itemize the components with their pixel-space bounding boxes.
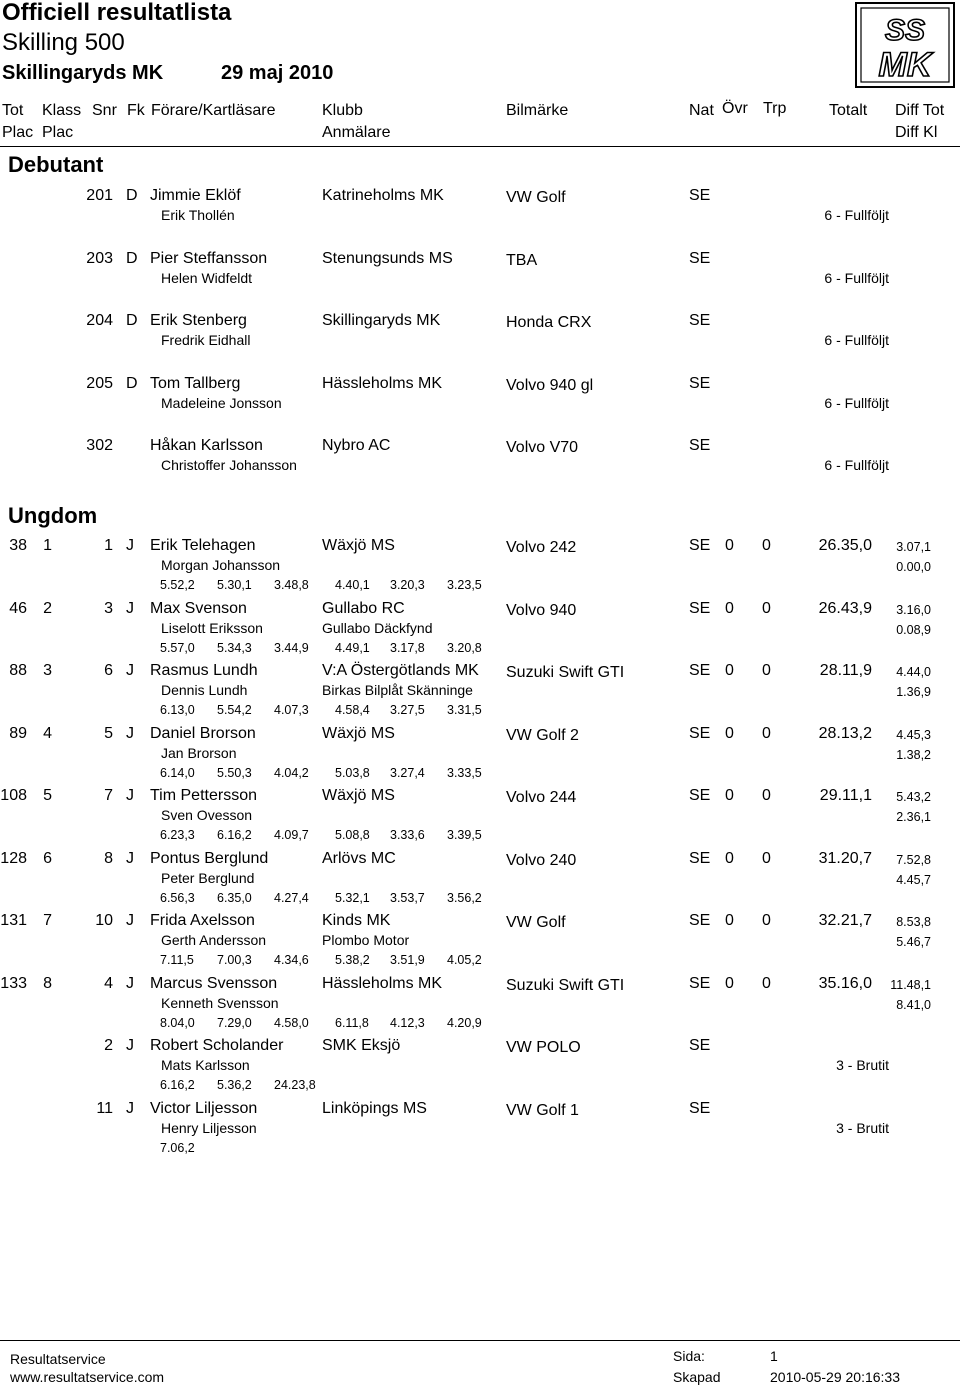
col-klass: Klass (42, 102, 82, 119)
row-club: Stenungsunds MS (322, 249, 453, 267)
col-snr: Snr (92, 102, 117, 119)
row-nationality: SE (689, 187, 711, 204)
row-split-time: 6.16,2 (160, 1078, 195, 1092)
row-codriver: Peter Berglund (161, 869, 255, 886)
row-split-time: 24.23,8 (274, 1078, 316, 1092)
row-car: TBA (506, 251, 538, 269)
col-nat: Nat (689, 102, 714, 119)
row-split-time: 6.35,0 (217, 890, 252, 905)
footer-created-label: Skapad (673, 1369, 721, 1385)
row-split-time: 4.58,0 (274, 1015, 309, 1030)
row-start-number: 10 (95, 912, 113, 929)
row-tot-plac: 38 (9, 537, 27, 554)
row-trp: 0 (762, 662, 771, 679)
footer-rule (0, 1340, 960, 1341)
row-split-time: 7.29,0 (217, 1015, 252, 1030)
row-class-code: J (126, 974, 134, 992)
row-total-time: 31.20,7 (818, 849, 872, 867)
row-diff-total: 4.45,3 (896, 727, 931, 742)
row-split-time: 5.32,1 (335, 890, 370, 905)
row-diff-total: 3.16,0 (896, 602, 931, 617)
row-start-number: 1 (104, 537, 113, 554)
row-start-number: 6 (104, 662, 113, 679)
footer-url[interactable]: www.resultatservice.com (10, 1369, 165, 1385)
report-title: Officiell resultatlista (2, 0, 232, 26)
row-split-time: 7.00,3 (217, 953, 252, 967)
row-driver: Håkan Karlsson (150, 437, 263, 454)
row-split-time: 5.50,3 (217, 765, 252, 780)
row-driver: Pier Steffansson (150, 249, 268, 267)
row-total-time: 32.21,7 (818, 912, 872, 929)
row-diff-total: 4.44,0 (896, 665, 931, 679)
row-codriver: Mats Karlsson (161, 1057, 250, 1073)
row-split-time: 3.27,4 (390, 765, 425, 780)
row-driver: Victor Liljesson (150, 1099, 258, 1117)
row-class-plac: 3 (43, 662, 52, 679)
row-split-time: 6.13,0 (160, 703, 195, 717)
row-club: Skillingaryds MK (322, 312, 441, 329)
row-car: Suzuki Swift GTI (506, 664, 625, 681)
row-club: SMK Eksjö (322, 1037, 401, 1054)
row-car: Volvo 940 (506, 601, 577, 619)
row-split-time: 6.14,0 (160, 765, 195, 780)
row-class-plac: 8 (43, 974, 52, 992)
row-club: Wäxjö MS (322, 537, 395, 554)
row-nationality: SE (689, 437, 711, 454)
row-start-number: 11 (96, 1099, 113, 1117)
row-start-number: 205 (86, 374, 113, 392)
row-nationality: SE (689, 1099, 711, 1117)
row-club: Nybro AC (322, 437, 391, 454)
row-split-time: 3.51,9 (390, 953, 425, 967)
row-ovr: 0 (725, 662, 734, 679)
col-plac-tot: Plac (2, 124, 34, 141)
row-class-code: D (126, 249, 138, 267)
row-driver: Rasmus Lundh (150, 662, 258, 679)
event-date: 29 maj 2010 (221, 62, 334, 84)
col-diffkl: Diff Kl (895, 124, 938, 141)
row-club: Wäxjö MS (322, 787, 395, 804)
row-codriver: Fredrik Eidhall (161, 332, 251, 348)
row-class-plac: 7 (43, 912, 52, 929)
row-car: Volvo 240 (506, 851, 577, 869)
col-driver: Förare/Kartläsare (151, 102, 276, 119)
row-split-time: 3.56,2 (447, 890, 482, 905)
row-start-number: 4 (104, 974, 113, 992)
row-trp: 0 (762, 599, 771, 617)
row-class-code: J (126, 724, 134, 742)
row-status: 6 - Fullföljt (824, 394, 889, 411)
row-trp: 0 (762, 974, 771, 992)
row-codriver: Dennis Lundh (161, 682, 248, 698)
row-split-time: 6.11,8 (335, 1015, 369, 1030)
row-codriver: Henry Liljesson (161, 1119, 257, 1136)
row-class-code: J (126, 849, 134, 867)
row-diff-total: 11.48,1 (890, 977, 931, 992)
row-car: Volvo V70 (506, 439, 579, 456)
row-split-time: 5.57,0 (160, 640, 195, 655)
row-split-time: 3.27,5 (390, 703, 425, 717)
row-nationality: SE (689, 599, 711, 617)
row-tot-plac: 131 (0, 912, 27, 929)
col-car: Bilmärke (506, 102, 569, 119)
row-driver: Tom Tallberg (150, 374, 241, 392)
row-split-time: 3.33,5 (447, 765, 482, 780)
row-trp: 0 (762, 849, 771, 867)
col-difftot: Diff Tot (895, 102, 945, 119)
row-nationality: SE (689, 974, 711, 992)
row-codriver: Sven Ovesson (161, 807, 253, 823)
row-start-number: 8 (104, 849, 113, 867)
row-split-time: 3.20,8 (447, 640, 482, 655)
row-tot-plac: 133 (0, 974, 27, 992)
row-split-time: 3.31,5 (447, 703, 482, 717)
row-class-code: J (126, 1099, 134, 1117)
row-total-time: 35.16,0 (818, 974, 872, 992)
row-driver: Daniel Brorson (150, 724, 256, 742)
row-codriver: Morgan Johansson (161, 557, 281, 573)
footer-page-label: Sida: (673, 1348, 705, 1364)
row-car: VW POLO (506, 1039, 581, 1056)
row-status: 6 - Fullföljt (824, 269, 889, 286)
row-nationality: SE (689, 724, 711, 742)
row-split-time: 4.34,6 (274, 953, 309, 967)
row-split-time: 4.40,1 (335, 578, 370, 592)
row-diff-total: 7.52,8 (896, 852, 931, 867)
row-split-time: 4.20,9 (447, 1015, 482, 1030)
row-codriver: Jan Brorson (161, 744, 237, 761)
row-driver: Jimmie Eklöf (150, 187, 241, 204)
row-split-time: 5.52,2 (160, 578, 195, 592)
row-club: V:A Östergötlands MK (322, 662, 479, 679)
row-club: Linköpings MS (322, 1099, 427, 1117)
row-class-code: D (126, 374, 138, 392)
row-class-code: J (126, 537, 134, 554)
footer-page-number: 1 (770, 1348, 778, 1364)
logo-bottom-text: MK (878, 46, 932, 84)
logo-top-text: SS (884, 14, 926, 47)
row-class-plac: 1 (43, 537, 52, 554)
row-diff-class: 0.00,0 (896, 560, 931, 574)
row-trp: 0 (762, 724, 771, 742)
header-rule (0, 146, 960, 147)
club-logo-icon (855, 2, 955, 88)
row-ovr: 0 (725, 787, 734, 804)
row-entrant: Gullabo Däckfynd (322, 619, 433, 636)
row-class-code: J (126, 912, 134, 929)
row-nationality: SE (689, 662, 711, 679)
row-split-time: 4.05,2 (447, 953, 482, 967)
row-split-time: 4.09,7 (274, 828, 309, 842)
col-tot: Tot (2, 102, 24, 119)
row-split-time: 4.27,4 (274, 890, 309, 905)
row-split-time: 5.34,3 (217, 640, 252, 655)
row-status: 6 - Fullföljt (824, 332, 889, 348)
row-trp: 0 (762, 787, 771, 804)
row-status: 3 - Brutit (836, 1057, 889, 1073)
row-nationality: SE (689, 249, 711, 267)
row-start-number: 203 (86, 249, 113, 267)
row-total-time: 26.35,0 (818, 537, 872, 554)
row-split-time: 5.30,1 (217, 578, 252, 592)
row-nationality: SE (689, 1037, 711, 1054)
row-ovr: 0 (725, 537, 734, 554)
row-car: Volvo 244 (506, 789, 577, 806)
row-club: Hässleholms MK (322, 974, 443, 992)
row-car: Suzuki Swift GTI (506, 976, 625, 994)
row-nationality: SE (689, 787, 711, 804)
row-nationality: SE (689, 912, 711, 929)
row-total-time: 28.13,2 (818, 724, 872, 742)
row-split-time: 3.48,8 (274, 578, 309, 592)
row-car: Volvo 940 gl (506, 376, 594, 394)
row-codriver: Christoffer Johansson (161, 457, 297, 473)
row-split-time: 7.11,5 (160, 953, 194, 967)
row-car: Volvo 242 (506, 539, 577, 556)
row-car: VW Golf (506, 189, 566, 206)
row-split-time: 6.23,3 (160, 828, 195, 842)
row-diff-total: 3.07,1 (896, 540, 931, 554)
row-class-code: J (126, 1037, 134, 1054)
row-diff-class: 2.36,1 (896, 810, 931, 824)
row-start-number: 3 (104, 599, 113, 617)
row-tot-plac: 89 (9, 724, 27, 742)
row-class-plac: 2 (43, 599, 52, 617)
row-ovr: 0 (725, 724, 734, 742)
row-diff-total: 8.53,8 (896, 915, 931, 929)
row-ovr: 0 (725, 599, 734, 617)
row-trp: 0 (762, 912, 771, 929)
row-split-time: 3.23,5 (447, 578, 482, 592)
row-start-number: 5 (104, 724, 113, 742)
row-codriver: Helen Widfeldt (161, 269, 253, 286)
row-split-time: 6.16,2 (217, 828, 252, 842)
row-club: Wäxjö MS (322, 724, 395, 742)
row-split-time: 4.12,3 (390, 1015, 425, 1030)
row-ovr: 0 (725, 974, 734, 992)
row-start-number: 302 (86, 437, 113, 454)
row-car: VW Golf 1 (506, 1101, 579, 1119)
row-split-time: 4.04,2 (274, 765, 309, 780)
row-club: Arlövs MC (322, 849, 396, 867)
row-driver: Marcus Svensson (150, 974, 278, 992)
row-driver: Erik Telehagen (150, 537, 256, 554)
row-split-time: 5.36,2 (217, 1078, 252, 1092)
event-name: Skilling 500 (2, 29, 125, 56)
col-fk: Fk (127, 102, 145, 119)
row-split-time: 7.06,2 (160, 1140, 195, 1155)
section-title: Debutant (8, 152, 104, 177)
row-codriver: Kenneth Svensson (161, 994, 279, 1011)
row-split-time: 5.03,8 (335, 765, 370, 780)
row-start-number: 204 (86, 312, 113, 329)
row-split-time: 4.58,4 (335, 703, 370, 717)
row-codriver: Gerth Andersson (161, 932, 267, 948)
section-title: Ungdom (8, 503, 98, 528)
row-split-time: 3.33,6 (390, 828, 425, 842)
row-status: 3 - Brutit (836, 1119, 889, 1136)
row-nationality: SE (689, 537, 711, 554)
row-total-time: 28.11,9 (819, 662, 872, 679)
row-nationality: SE (689, 849, 711, 867)
row-total-time: 29.11,1 (819, 787, 872, 804)
row-club: Katrineholms MK (322, 187, 444, 204)
row-start-number: 7 (104, 787, 113, 804)
col-ovr: Övr (722, 100, 748, 117)
footer-created: 2010-05-29 20:16:33 (770, 1369, 900, 1385)
row-split-time: 3.17,8 (390, 640, 425, 655)
row-split-time: 5.08,8 (335, 828, 370, 842)
row-split-time: 3.39,5 (447, 828, 482, 842)
row-diff-class: 8.41,0 (896, 997, 931, 1012)
row-class-plac: 4 (43, 724, 52, 742)
row-split-time: 5.54,2 (217, 703, 252, 717)
row-entrant: Birkas Bilplåt Skänninge (322, 682, 473, 698)
row-codriver: Liselott Eriksson (161, 619, 263, 636)
row-driver: Pontus Berglund (150, 849, 269, 867)
row-split-time: 6.56,3 (160, 890, 195, 905)
organizer-name: Skillingaryds MK (2, 62, 164, 84)
row-split-time: 3.53,7 (390, 890, 425, 905)
row-diff-class: 5.46,7 (896, 935, 931, 949)
row-driver: Robert Scholander (150, 1037, 284, 1054)
row-class-plac: 6 (43, 849, 52, 867)
row-class-code: J (126, 662, 134, 679)
row-driver: Erik Stenberg (150, 312, 247, 329)
row-tot-plac: 108 (0, 787, 27, 804)
row-tot-plac: 88 (9, 662, 27, 679)
row-driver: Max Svenson (150, 599, 247, 617)
row-entrant: Plombo Motor (322, 932, 410, 948)
row-club: Gullabo RC (322, 599, 405, 617)
row-split-time: 5.38,2 (335, 953, 370, 967)
row-trp: 0 (762, 537, 771, 554)
row-split-time: 4.07,3 (274, 703, 309, 717)
row-car: VW Golf (506, 914, 566, 931)
row-diff-class: 0.08,9 (896, 622, 931, 637)
row-club: Hässleholms MK (322, 374, 443, 392)
row-driver: Tim Pettersson (150, 787, 257, 804)
row-car: VW Golf 2 (506, 726, 579, 744)
row-class-code: D (126, 187, 138, 204)
row-status: 6 - Fullföljt (824, 457, 889, 473)
row-nationality: SE (689, 374, 711, 392)
row-tot-plac: 128 (0, 849, 27, 867)
row-split-time: 8.04,0 (160, 1015, 195, 1030)
row-diff-class: 1.38,2 (896, 747, 931, 762)
row-codriver: Erik Thollén (161, 207, 235, 223)
row-start-number: 2 (104, 1037, 113, 1054)
row-total-time: 26.43,9 (818, 599, 872, 617)
row-split-time: 3.44,9 (274, 640, 309, 655)
row-split-time: 3.20,3 (390, 578, 425, 592)
col-klubb: Klubb (322, 102, 363, 119)
row-tot-plac: 46 (9, 599, 27, 617)
row-ovr: 0 (725, 912, 734, 929)
row-start-number: 201 (86, 187, 113, 204)
row-nationality: SE (689, 312, 711, 329)
row-club: Kinds MK (322, 912, 391, 929)
row-class-code: D (126, 312, 138, 329)
row-status: 6 - Fullföljt (824, 207, 889, 223)
row-class-code: J (126, 787, 134, 804)
row-diff-total: 5.43,2 (896, 790, 931, 804)
col-anmalare: Anmälare (322, 124, 391, 141)
footer-company: Resultatservice (10, 1351, 106, 1367)
row-codriver: Madeleine Jonsson (161, 394, 282, 411)
row-class-code: J (126, 599, 134, 617)
col-totalt: Totalt (829, 102, 868, 119)
row-ovr: 0 (725, 849, 734, 867)
row-diff-class: 4.45,7 (896, 872, 931, 887)
col-plac-klass: Plac (42, 124, 74, 141)
col-trp: Trp (763, 100, 787, 117)
row-car: Honda CRX (506, 314, 592, 331)
row-driver: Frida Axelsson (150, 912, 255, 929)
row-split-time: 4.49,1 (335, 640, 370, 655)
row-diff-class: 1.36,9 (896, 685, 931, 699)
row-class-plac: 5 (43, 787, 52, 804)
